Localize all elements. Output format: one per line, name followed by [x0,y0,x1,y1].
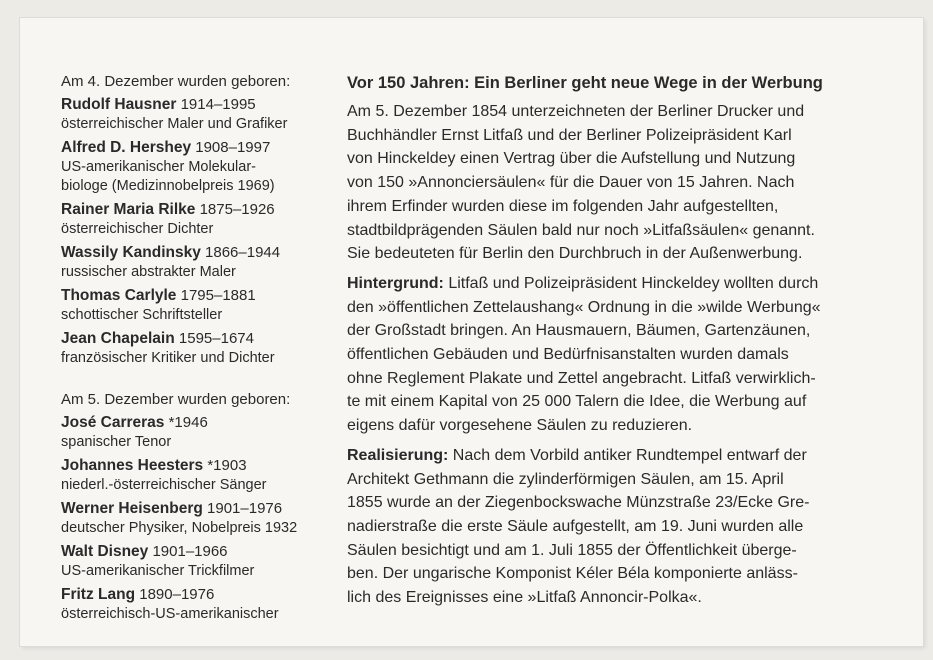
person-line [61,243,343,263]
person-description: schottischer Schriftsteller [61,307,223,323]
person-description: niederl.-österreichischer Sänger [61,477,267,493]
article-column [347,72,867,616]
person-line [61,499,343,519]
paragraph-line [347,343,867,367]
person-line [61,585,343,605]
person-description: französischer Kritiker und Dichter [61,350,275,366]
person-description: deutscher Physiker, Nobelpreis 1932 [61,520,298,536]
paragraph-text: 1855 wurde an der Ziegenbockswache Münzstraße 23/Ecke Gre- [347,494,810,512]
paragraph-text: Nach dem Vorbild antiker Rundtempel entwarf der [448,446,807,464]
person-name: José Carreras [61,414,165,431]
paragraph-label: Realisierung: [347,446,449,464]
paragraph-line [347,491,867,515]
birthday-entry [61,456,343,495]
paragraph-line [347,296,867,320]
article-title: Vor 150 Jahren: Ein Berliner geht neue Wege in der Werbung [347,74,823,92]
paragraph-text: ihrem Erfinder wurden diese im folgenden Jahr aufgestellten, [347,197,779,215]
paragraph-text: den »öffentlichen Zettelaushang« Ordnung in die »wilde Werbung« [347,298,821,316]
dec4-intro: Am 4. Dezember wurden geboren: [61,73,291,90]
person-name: Thomas Carlyle [61,287,177,304]
person-dates: 1901–1966 [148,543,228,560]
article-paragraph [347,272,867,438]
paragraph-line [347,319,867,343]
birthday-entry [61,243,343,282]
paragraph-text: lich des Ereignisses eine »Litfaß Annoncir-Polka«. [347,589,702,607]
person-name: Jean Chapelain [61,330,175,347]
person-line [61,542,343,562]
person-dates: 1866–1944 [200,244,281,261]
person-name: Johannes Heesters [61,457,204,474]
person-line [61,286,343,306]
paragraph-text: Buchhändler Ernst Litfaß und der Berliner Polizeipräsident Karl [347,126,792,144]
person-name: Rainer Maria Rilke [61,201,196,218]
person-dates: 1595–1674 [174,330,254,347]
paragraph-line [347,390,867,414]
paragraph-line [347,539,867,563]
person-dates: *1946 [164,414,208,431]
person-description: russischer abstrakter Maler [61,264,236,280]
birthday-entry [61,585,343,624]
person-dates: *1903 [203,457,247,474]
person-description: österreichischer Dichter [61,221,214,237]
person-name: Rudolf Hausner [61,96,177,113]
person-description: US-amerikanischer Molekular- [61,159,256,175]
paragraph-line [347,367,867,391]
dec5-intro: Am 5. Dezember wurden geboren: [61,391,291,408]
person-description: biologe (Medizinnobelpreis 1969) [61,178,275,194]
paragraph-line [347,242,867,266]
person-line [61,413,343,433]
person-dates: 1890–1976 [135,586,215,603]
birthday-entry [61,329,343,368]
paragraph-text: te mit einem Kapital von 25 000 Talern die Idee, die Werbung auf [347,393,807,411]
person-line [61,200,343,220]
paragraph-text: von Hinckeldey einen Vertrag über die Aufstellung und Nutzung [347,150,796,168]
person-dates: 1795–1881 [176,287,256,304]
person-description: österreichischer Maler und Grafiker [61,116,288,132]
paragraph-text: nadierstraße die erste Säule aufgestellt, am 19. Juni wurden alle [347,517,804,535]
person-line [61,95,343,115]
person-description: spanischer Tenor [61,434,172,450]
paragraph-line [347,562,867,586]
person-description: US-amerikanischer Trickfilmer [61,563,255,579]
birthday-entry [61,286,343,325]
paragraph-text: Litfaß und Polizeipräsident Hinckeldey wollten durch [443,274,819,292]
paragraph-text: Sie bedeuteten für Berlin den Durchbruch in der Außenwerbung. [347,245,803,263]
paragraph-text: eigens dafür vorgesehene Säulen zu reduzieren. [347,417,693,435]
birthday-entry [61,138,343,196]
person-name: Alfred D. Hershey [61,139,192,156]
paragraph-text: öffentlichen Gebäuden und Bedürfnisanstalten wurden damals [347,346,789,364]
paragraph-text: ben. Der ungarische Komponist Kéler Béla komponierte anläss- [347,565,798,583]
article-paragraph [347,100,867,266]
dec4-birthdays-list [61,95,343,368]
paragraph-line [347,414,867,438]
paragraph-text: ohne Reglement Plakate und Zettel angebracht. Litfaß verwirklich- [347,369,816,387]
birthday-entry [61,499,343,538]
paragraph-line [347,124,867,148]
person-name: Werner Heisenberg [61,500,203,517]
birthday-entry [61,413,343,452]
person-line [61,138,343,158]
paragraph-text: von 150 »Annonciersäulen« für die Dauer von 15 Jahren. Nach [347,174,795,192]
person-dates: 1914–1995 [176,96,256,113]
paragraph-line [347,147,867,171]
paragraph-line [347,219,867,243]
person-name: Fritz Lang [61,586,136,603]
paragraph-line [347,586,867,610]
paragraph-line [347,171,867,195]
paragraph-line [347,272,867,296]
paragraph-text: Säulen besichtigt und am 1. Juli 1855 der Öffentlichkeit überge- [347,541,797,559]
birthday-entry [61,95,343,134]
person-dates: 1908–1997 [191,139,271,156]
paragraph-line [347,195,867,219]
paragraph-line [347,468,867,492]
paragraph-line [347,100,867,124]
paragraph-text: stadtbildprägenden Säulen bald nur noch »Litfaßsäulen« genannt. [347,221,815,239]
person-name: Wassily Kandinsky [61,244,201,261]
paragraph-text: Architekt Gethmann die zylinderförmigen Säulen, am 15. April [347,470,784,488]
article-paragraph [347,444,867,610]
birthdays-column [61,72,343,628]
person-dates: 1875–1926 [195,201,275,218]
paragraph-line [347,444,867,468]
paragraph-text: Am 5. Dezember 1854 unterzeichneten der Berliner Drucker und [347,103,805,120]
paragraph-label: Hintergrund: [347,274,444,292]
person-dates: 1901–1976 [202,500,283,517]
article-body [347,100,867,610]
birthday-entry [61,542,343,581]
person-description: österreichisch-US-amerikanischer [61,606,279,622]
person-line [61,456,343,476]
paragraph-line [347,515,867,539]
person-line [61,329,343,349]
dec5-birthdays-list [61,413,343,624]
person-name: Walt Disney [61,543,149,560]
paragraph-text: der Großstadt bringen. An Hausmauern, Bäumen, Gartenzäunen, [347,322,811,340]
birthday-entry [61,200,343,239]
